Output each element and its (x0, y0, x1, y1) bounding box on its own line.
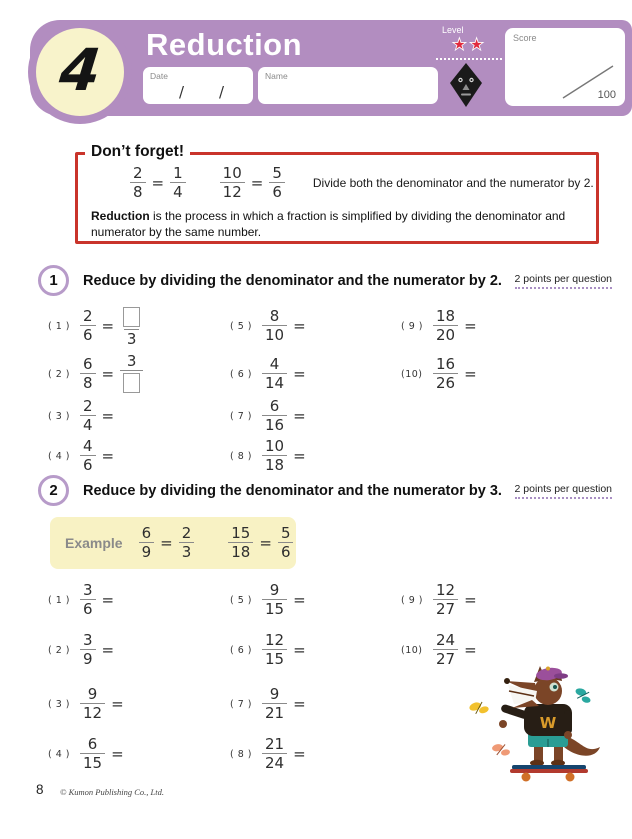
problem-label: ( 1 ) (48, 594, 70, 606)
fraction-denominator: 14 (262, 373, 287, 392)
equals-sign: = (293, 641, 306, 659)
problem-item (230, 352, 312, 396)
definition-term: Reduction (91, 209, 150, 223)
level-label: Level (442, 25, 464, 35)
equals-sign: = (160, 534, 173, 552)
fraction-numerator: 9 (87, 685, 98, 703)
fraction-numerator: 2 (133, 164, 143, 182)
fraction (80, 356, 96, 392)
fraction (179, 525, 195, 561)
problem-item (48, 578, 120, 622)
fraction-numerator: 6 (141, 524, 152, 542)
equals-sign: = (151, 174, 165, 192)
fraction-denominator: 27 (433, 649, 458, 668)
equals-sign: = (101, 447, 115, 465)
fraction-numerator: 9 (269, 581, 280, 599)
problem-label: ( 7 ) (230, 410, 252, 422)
fraction-numerator: 12 (436, 581, 456, 599)
unit-badge (36, 28, 124, 116)
fraction (278, 525, 294, 561)
star-icon: ★ (451, 35, 469, 54)
dont-forget-title: Don’t forget! (85, 143, 190, 161)
fraction-denominator: 16 (262, 415, 287, 434)
copyright: © Kumon Publishing Co., Ltd. (60, 787, 164, 797)
equals-sign: = (101, 641, 115, 659)
fraction (80, 582, 96, 618)
equals-sign: = (464, 317, 477, 335)
fraction-numerator (120, 305, 143, 329)
problem-label: ( 9 ) (401, 594, 423, 606)
star-icon: ★ (469, 35, 487, 54)
fraction (80, 308, 96, 344)
problem-label: ( 6 ) (230, 368, 252, 380)
fraction-denominator: 6 (80, 455, 96, 474)
fraction (262, 686, 287, 722)
dont-forget-examples (130, 165, 594, 201)
problem-item (230, 628, 312, 672)
fraction (262, 736, 287, 772)
fraction-denominator: 9 (139, 542, 155, 561)
problem-label: ( 9 ) (401, 320, 423, 332)
equals-sign: = (250, 174, 264, 192)
answer-box (123, 307, 140, 327)
dont-forget-definition (91, 208, 591, 240)
fraction (120, 305, 143, 348)
fraction-denominator: 6 (278, 542, 294, 561)
points-per-question: 2 points per question (515, 273, 612, 289)
example-box (50, 517, 296, 569)
level-dotted-line (436, 58, 502, 60)
problem-label: ( 2 ) (48, 368, 70, 380)
points-per-question: 2 points per question (515, 483, 612, 499)
fraction-numerator: 12 (265, 631, 285, 649)
fraction-denominator: 27 (433, 599, 458, 618)
diamond-face-icon (450, 63, 482, 107)
section-title: Reduce by dividing the denominator and the numerator by 2. (83, 272, 502, 289)
fraction (80, 438, 96, 474)
problem-label: ( 4 ) (48, 748, 70, 760)
section-number-badge: 1 (38, 265, 69, 296)
fraction-denominator: 3 (179, 542, 195, 561)
fraction-numerator: 10 (265, 437, 285, 455)
fraction (120, 353, 143, 395)
problem-item (230, 434, 312, 478)
problem-item (48, 394, 120, 438)
example-label: Example (65, 535, 123, 551)
problem-item (230, 682, 312, 726)
fraction (228, 525, 253, 561)
fraction-denominator: 4 (80, 415, 96, 434)
fraction-numerator: 5 (272, 164, 282, 182)
date-label: Date (150, 71, 168, 81)
section-number-badge: 2 (38, 475, 69, 506)
fraction (433, 356, 458, 392)
equals-sign: = (464, 641, 477, 659)
problem-label: ( 2 ) (48, 644, 70, 656)
problem-label: ( 8 ) (230, 748, 252, 760)
problem-label: ( 1 ) (48, 320, 70, 332)
fraction-numerator: 16 (436, 355, 456, 373)
equals-sign: = (293, 745, 306, 763)
fraction (170, 165, 186, 201)
fraction-numerator: 21 (265, 735, 285, 753)
problem-label: ( 7 ) (230, 698, 252, 710)
fraction-numerator: 24 (436, 631, 456, 649)
fraction-denominator: 18 (262, 455, 287, 474)
name-field (258, 67, 438, 104)
fraction-numerator: 3 (83, 581, 93, 599)
date-slash: / (219, 83, 225, 101)
fraction (130, 165, 146, 201)
fraction (262, 582, 287, 618)
fraction (80, 736, 105, 772)
equals-sign: = (464, 365, 477, 383)
section-1-heading (38, 265, 502, 296)
fraction-denominator: 12 (80, 703, 105, 722)
score-label: Score (513, 33, 537, 43)
problem-item (48, 732, 130, 776)
equals-sign: = (101, 591, 115, 609)
fraction (433, 582, 458, 618)
fraction-numerator: 5 (280, 524, 291, 542)
equals-sign: = (111, 745, 124, 763)
score-field (505, 28, 625, 106)
fraction-denominator: 9 (80, 649, 96, 668)
fraction (262, 438, 287, 474)
fraction-numerator: 6 (87, 735, 98, 753)
equals-sign: = (293, 407, 306, 425)
dont-forget-box (75, 143, 599, 244)
fraction (80, 398, 96, 434)
fraction (80, 686, 105, 722)
fraction-numerator: 3 (126, 352, 137, 370)
fraction-numerator: 4 (269, 355, 280, 373)
answer-box (123, 373, 140, 393)
problem-item (401, 578, 483, 622)
fraction (80, 632, 96, 668)
problem-item (48, 352, 143, 396)
fraction-numerator: 15 (231, 524, 251, 542)
butterfly-pink (492, 742, 511, 757)
fraction-numerator: 2 (83, 397, 93, 415)
section-2-heading (38, 475, 502, 506)
date-slash: / (179, 83, 185, 101)
problem-item (401, 304, 483, 348)
problem-item (48, 628, 120, 672)
equals-sign: = (293, 447, 306, 465)
fraction-denominator: 24 (262, 753, 287, 772)
fraction-denominator: 12 (220, 182, 245, 201)
fraction-denominator: 8 (80, 373, 96, 392)
problem-label: ( 5 ) (230, 320, 252, 332)
problem-label: ( 3 ) (48, 410, 70, 422)
fraction-numerator: 4 (83, 437, 93, 455)
fraction-numerator: 8 (269, 307, 280, 325)
fraction (220, 165, 245, 201)
fraction (433, 308, 458, 344)
fraction-denominator: 8 (130, 182, 146, 201)
equals-sign: = (111, 695, 124, 713)
page-title: Reduction (146, 27, 303, 62)
fraction-numerator: 2 (181, 524, 192, 542)
fraction-denominator: 6 (80, 325, 96, 344)
problem-item (48, 434, 120, 478)
fraction (262, 632, 287, 668)
fraction-numerator: 6 (83, 355, 93, 373)
page-number: 8 (36, 782, 44, 797)
fraction-denominator: 3 (124, 329, 140, 348)
definition-rest: is the process in which a fraction is simplified by dividing the denominator and numerator by the same number. (91, 209, 566, 240)
problem-item (48, 682, 130, 726)
fraction-denominator: 15 (80, 753, 105, 772)
fraction-denominator: 18 (228, 542, 253, 561)
equals-sign: = (293, 317, 306, 335)
problem-item (401, 352, 483, 396)
problem-label: ( 3 ) (48, 698, 70, 710)
fraction-numerator: 3 (83, 631, 93, 649)
fraction-denominator: 4 (170, 182, 186, 201)
equals-sign: = (293, 365, 306, 383)
fraction-numerator: 18 (436, 307, 456, 325)
fraction-denominator (120, 370, 143, 395)
fraction-denominator: 20 (433, 325, 458, 344)
equals-sign: = (293, 591, 306, 609)
dont-forget-note: Divide both the denominator and the numerator by 2. (312, 176, 594, 190)
problem-label: ( 8 ) (230, 450, 252, 462)
fraction (262, 356, 287, 392)
equals-sign: = (464, 591, 477, 609)
level-stars (436, 36, 502, 55)
date-field (143, 67, 253, 104)
butterfly-teal (573, 687, 593, 703)
fraction-denominator: 15 (262, 649, 287, 668)
equals-sign: = (101, 407, 115, 425)
fraction (269, 165, 285, 201)
level-block (436, 25, 502, 60)
fraction-numerator: 9 (269, 685, 280, 703)
problem-item (230, 304, 312, 348)
problem-item (230, 394, 312, 438)
score-max: 100 (597, 89, 616, 101)
problem-item (48, 304, 143, 348)
fraction-denominator: 15 (262, 599, 287, 618)
problem-label: (10) (401, 368, 423, 380)
section-title: Reduce by dividing the denominator and the numerator by 3. (83, 482, 502, 499)
fraction-numerator: 1 (173, 164, 183, 182)
fraction (262, 308, 287, 344)
problem-item (230, 732, 312, 776)
fraction (433, 632, 458, 668)
mascot-diamond (450, 63, 482, 112)
fraction-numerator: 6 (269, 397, 280, 415)
problem-item (230, 578, 312, 622)
equals-sign: = (293, 695, 306, 713)
fraction (139, 525, 155, 561)
fraction-denominator: 26 (433, 373, 458, 392)
problem-label: ( 4 ) (48, 450, 70, 462)
name-label: Name (265, 71, 288, 81)
fraction-denominator: 10 (262, 325, 287, 344)
unit-number: 4 (56, 36, 104, 104)
equals-sign: = (101, 317, 115, 335)
wolf-skateboard-illustration (462, 662, 626, 799)
fraction (262, 398, 287, 434)
fraction-denominator: 6 (80, 599, 96, 618)
equals-sign: = (101, 365, 115, 383)
wolf-shirt-letter: W (539, 714, 557, 732)
problem-label: ( 5 ) (230, 594, 252, 606)
butterfly-yellow (468, 699, 489, 717)
fraction-denominator: 6 (269, 182, 285, 201)
problem-label: (10) (401, 644, 423, 656)
fraction-denominator: 21 (262, 703, 287, 722)
fraction-numerator: 2 (83, 307, 93, 325)
problem-label: ( 6 ) (230, 644, 252, 656)
equals-sign: = (259, 534, 272, 552)
fraction-numerator: 10 (222, 164, 242, 182)
